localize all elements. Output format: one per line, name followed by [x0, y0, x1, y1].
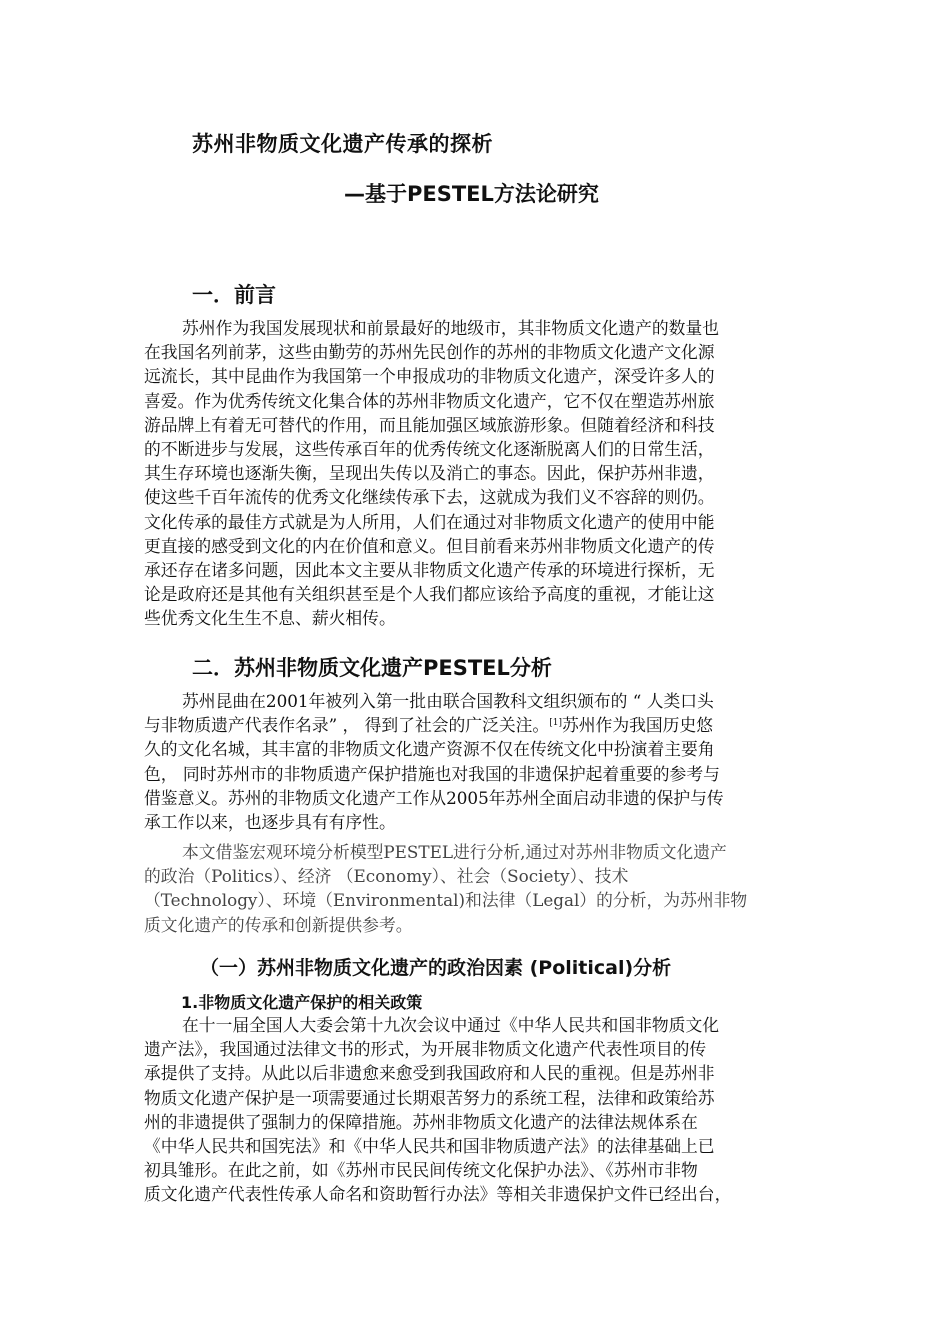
- paragraph-text: 苏州作为我国历史悠: [561, 715, 714, 736]
- paragraph-line: 借鉴意义。苏州的非物质文化遗产工作从2005年苏州全面启动非遗的保护与传: [144, 787, 724, 808]
- paragraph-line: 遗产法》，我国通过法律文书的形式，为开展非物质文化遗产代表性项目的传: [144, 1039, 707, 1060]
- paragraph-line: 远流长，其中昆曲作为我国第一个申报成功的非物质文化遗产，深受许多人的: [144, 366, 715, 387]
- paragraph-line: 在我国名列前茅，这些由勤劳的苏州先民创作的苏州的非物质文化遗产文化源: [144, 342, 715, 363]
- paragraph-line: 喜爱。作为优秀传统文化集合体的苏州非物质文化遗产，它不仅在塑造苏州旅: [144, 390, 715, 411]
- paragraph-line: 文化传承的最佳方式就是为人所用，人们在通过对非物质文化遗产的使用中能: [144, 511, 715, 532]
- paragraph-line: （Technology）、环境（Environmental)和法律（Legal）的分析，为苏州非物: [144, 890, 748, 911]
- paragraph-line: 更直接的感受到文化的内在价值和意义。但目前看来苏州非物质文化遗产的传: [144, 535, 715, 556]
- paragraph-line: 承提供了支持。从此以后非遗愈来愈受到我国政府和人民的重视。但是苏州非: [144, 1063, 715, 1084]
- paragraph-line: 的政治（Politics）、经济 （Economy）、社会（Society）、技术: [144, 866, 629, 887]
- paragraph-line: 承还存在诸多问题，因此本文主要从非物质文化遗产传承的环境进行探析，无: [144, 559, 715, 580]
- preface-paragraph: [144, 316, 812, 630]
- paragraph-line: 州的非遗提供了强制力的保障措施。苏州非物质文化遗产的法律法规体系在: [144, 1111, 698, 1132]
- paragraph-line: 论是政府还是其他有关组织甚至是个人我们都应该给予高度的重视，才能让这: [144, 584, 715, 605]
- paragraph-line: 苏州作为我国发展现状和前景最好的地级市，其非物质文化遗产的数量也: [182, 318, 720, 338]
- paragraph-line: 质文化遗产的传承和创新提供参考。: [144, 914, 413, 935]
- paragraph-line: [144, 713, 812, 737]
- pestel-paragraph-2: [144, 840, 812, 937]
- paragraph-line: 本文借鉴宏观环境分析模型PESTEL进行分析,通过对苏州非物质文化遗产: [182, 842, 727, 862]
- paragraph-line: 在十一届全国人大委会第十九次会议中通过《中华人民共和国非物质文化: [182, 1015, 720, 1035]
- paragraph-line: 苏州昆曲在2001年被列入第一批由联合国教科文组织颁布的 “ 人类口头: [182, 691, 714, 711]
- citation-ref[interactable]: [1]: [549, 718, 562, 729]
- paragraph-line: 承工作以来，也逐步具有有序性。: [144, 811, 396, 832]
- paragraph-line: 其生存环境也逐渐失衡，呈现出失传以及消亡的事态。因此，保护苏州非遗，: [144, 463, 715, 484]
- pestel-paragraph-1: [144, 689, 812, 834]
- paragraph-line: 物质文化遗产保护是一项需要通过长期艰苦努力的系统工程，法律和政策给苏: [144, 1087, 715, 1108]
- paragraph-line: 质文化遗产代表性传承人命名和资助暂行办法》等相关非遗保护文件已经出台，: [144, 1184, 732, 1205]
- paragraph-line: 的不断进步与发展，这些传承百年的优秀传统文化逐渐脱离人们的日常生活，: [144, 438, 715, 459]
- paragraph-line: 初具雏形。在此之前，如《苏州市民民间传统文化保护办法》、《苏州市非物: [144, 1160, 698, 1181]
- paragraph-line: 些优秀文化生生不息、薪火相传。: [144, 608, 396, 629]
- policies-paragraph: [144, 1013, 812, 1207]
- paragraph-line: 久的文化名城，其丰富的非物质文化遗产资源不仅在传统文化中扮演着主要角: [144, 739, 715, 760]
- section-heading-pestel: 二．苏州非物质文化遗产PESTEL分析: [192, 656, 552, 680]
- paragraph-line: 《中华人民共和国宪法》和《中华人民共和国非物质遗产法》的法律基础上已: [144, 1135, 715, 1156]
- document-title: 苏州非物质文化遗产传承的探析: [192, 132, 493, 156]
- subsubsection-heading-policies: 1.非物质文化遗产保护的相关政策: [181, 993, 423, 1012]
- subsection-heading-political: （一）苏州非物质文化遗产的政治因素 (Political)分析: [200, 957, 672, 979]
- paragraph-line: 使这些千百年流传的优秀文化继续传承下去，这就成为我们义不容辞的则仍。: [144, 487, 715, 508]
- section-heading-preface: 一．前言: [192, 283, 276, 307]
- paragraph-line: 色， 同时苏州市的非物质遗产保护措施也对我国的非遗保护起着重要的参考与: [144, 763, 720, 784]
- paragraph-text: 与非物质遗产代表作名录” ， 得到了社会的广泛关注。: [144, 715, 550, 736]
- paragraph-line: 游品牌上有着无可替代的作用，而且能加强区域旅游形象。但随着经济和科技: [144, 414, 715, 435]
- document-subtitle: —基于PESTEL方法论研究: [344, 182, 599, 206]
